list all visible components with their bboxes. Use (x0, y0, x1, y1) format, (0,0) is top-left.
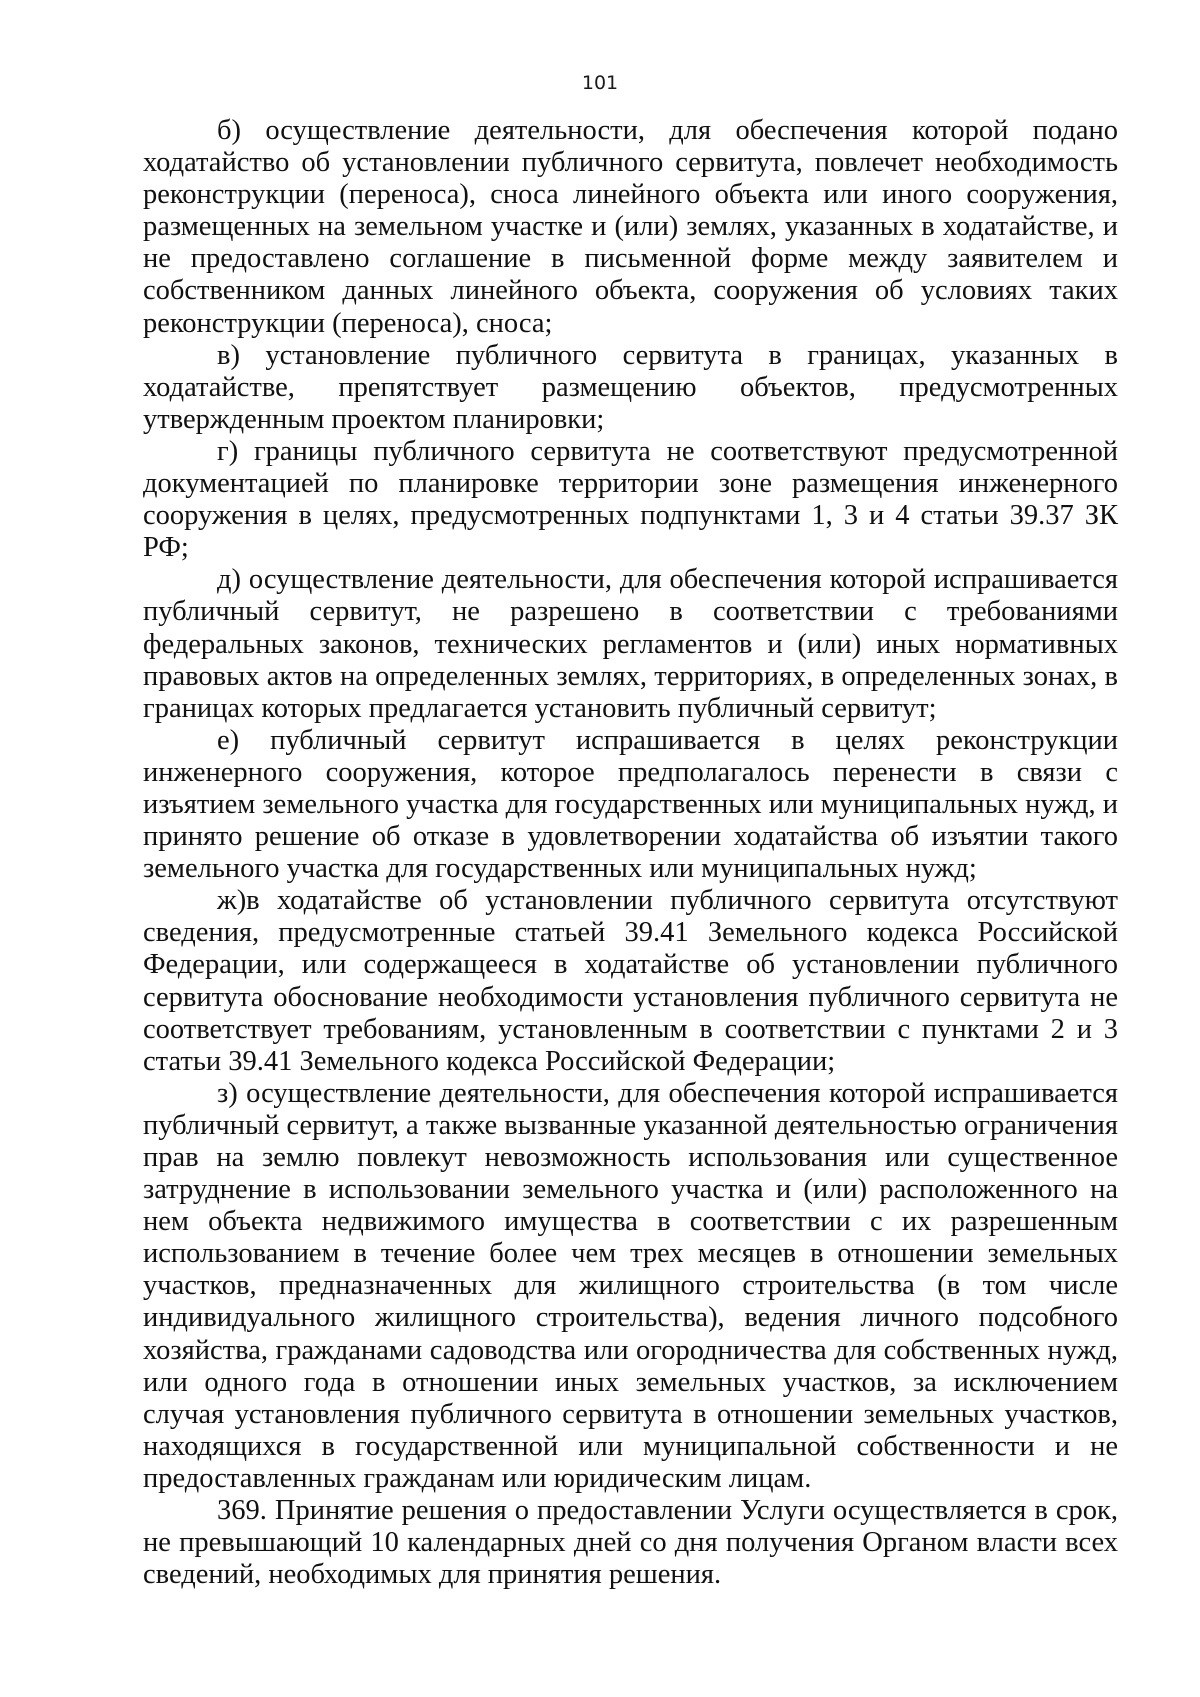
paragraph-d: д) осуществление деятельности, для обеспечения которой испрашивается публичный сервитут, не разрешено в соответствии с требованиями федеральных законов, технических регламентов и (или) иных нормативных правовых актов на определенных землях, территориях, в определенных зонах, в границах которых предлагается установить публичный сервитут; (143, 564, 1118, 724)
paragraph-g: г) границы публичного сервитута не соответствуют предусмотренной документацией по планировке территории зоне размещения инженерного сооружения в целях, предусмотренных подпунктами 1, 3 и 4 статьи 39.37 ЗК РФ; (143, 435, 1118, 564)
paragraph-b: б) осуществление деятельности, для обеспечения которой подано ходатайство об установлении публичного сервитута, повлечет необходимость реконструкции (переноса), сноса линейного объекта или иного сооружения, размещенных на земельном участке и (или) землях, указанных в ходатайстве, и не предоставлено соглашение в письменной форме между заявителем и собственником данных линейного объекта, сооружения об условиях таких реконструкции (переноса), сноса; (143, 115, 1118, 339)
page-number: 101 (581, 72, 619, 94)
paragraph-zh: ж)в ходатайстве об установлении публичного сервитута отсутствуют сведения, предусмотренные статьей 39.41 Земельного кодекса Российской Федерации, или содержащееся в ходатайстве об установлении публичного сервитута обоснование необходимости установления публичного сервитута не соответствует требованиям, установленным в соответствии с пунктами 2 и 3 статьи 39.41 Земельного кодекса Российской Федерации; (143, 885, 1118, 1077)
document-body (143, 115, 1118, 1591)
paragraph-369: 369. Принятие решения о предоставлении Услуги осуществляется в срок, не превышающий 10 календарных дней со дня получения Органом власти всех сведений, необходимых для принятия решения. (143, 1495, 1118, 1591)
paragraph-v: в) установление публичного сервитута в границах, указанных в ходатайстве, препятствует размещению объектов, предусмотренных утвержденным проектом планировки; (143, 339, 1118, 435)
paragraph-e: е) публичный сервитут испрашивается в целях реконструкции инженерного сооружения, которое предполагалось перенести в связи с изъятием земельного участка для государственных или муниципальных нужд, и принято решение об отказе в удовлетворении ходатайства об изъятии такого земельного участка для государственных или муниципальных нужд; (143, 724, 1118, 885)
paragraph-z: з) осуществление деятельности, для обеспечения которой испрашивается публичный сервитут, а также вызванные указанной деятельностью ограничения прав на землю повлекут невозможность использования или существенное затруднение в использовании земельного участка и (или) расположенного на нем объекта недвижимого имущества в соответствии с их разрешенным использованием в течение более чем трех месяцев в отношении земельных участков, предназначенных для жилищного строительства (в том числе индивидуального жилищного строительства), ведения личного подсобного хозяйства, гражданами садоводства или огородничества для собственных нужд, или одного года в отношении иных земельных участков, за исключением случая установления публичного сервитута в отношении земельных участков, находящихся в государственной или муниципальной собственности и не предоставленных гражданам или юридическим лицам. (143, 1077, 1118, 1494)
